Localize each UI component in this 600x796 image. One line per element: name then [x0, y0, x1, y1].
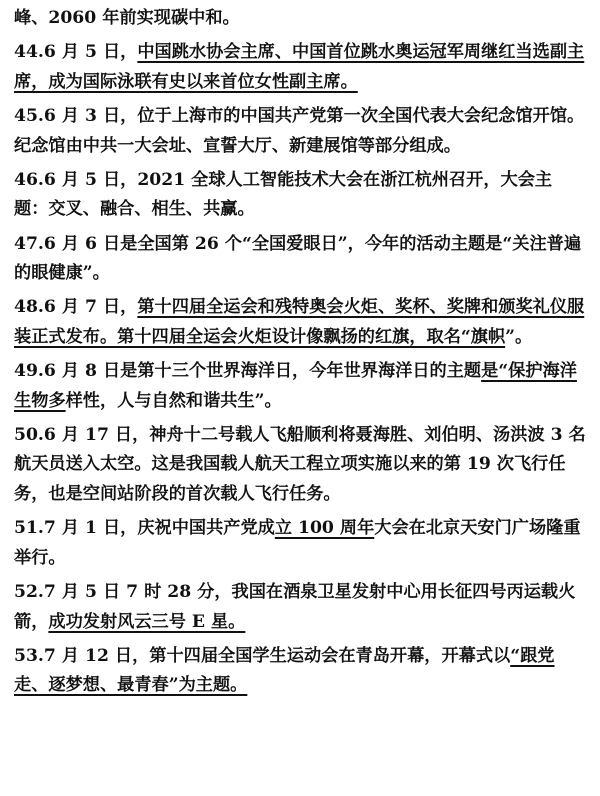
item-text: 47.6 月 6 日是全国第 26 个“全国爱眼日”，今年的活动主题是“关注普遍的眼健康”。 [14, 233, 582, 284]
item-text: 45.6 月 3 日，位于上海市的中国共产党第一次全国代表大会纪念馆开馆。纪念馆由中共一大会址、宣誓大厅、新建展馆等部分组成。 [14, 105, 585, 156]
list-item [14, 578, 586, 637]
list-item [14, 421, 586, 510]
list-item [14, 230, 586, 289]
item-text: 51.7 月 1 日，庆祝中国共产党成 [14, 518, 275, 539]
item-text: 53.7 月 12 日，第十四届全国学生运动会在青岛开幕，开幕式以 [14, 645, 511, 666]
list-item [14, 166, 586, 225]
list-item [14, 357, 586, 416]
item-text: 52.7 月 5 日 7 时 28 分，我国在酒泉卫星发射中心用长征四号丙运载火箭， [14, 582, 576, 632]
item-text: 44.6 月 5 日， [14, 42, 138, 63]
item-text-underlined: 是“保护海洋生物多 [14, 361, 577, 411]
item-text-underlined: 成功发射风云三号 E 星。 [48, 611, 246, 632]
list-item [14, 4, 586, 34]
item-text: 大会在北京天安门广场隆重举行。 [14, 518, 581, 568]
list-item [14, 38, 586, 97]
list-item [14, 514, 586, 573]
item-text: 48.6 月 7 日， [14, 297, 138, 318]
list-item [14, 102, 586, 161]
list-item [14, 642, 586, 701]
item-text-underlined: 中国跳水协会主席、中国首位跳水奥运冠军周继红当选副主席，成为国际泳联有史以来首位女性副主席。 [14, 42, 585, 92]
item-text: ”。 [505, 326, 533, 347]
item-text-underlined: 立 100 周年 [274, 518, 375, 539]
list-item [14, 293, 586, 352]
item-text-underlined: 第十四届全运会和残特奥会火炬、奖杯、奖牌和颁奖礼仪服装正式发布。第十四届全运会火炬设计像飘扬的红旗，取名“旗帜 [14, 297, 585, 347]
item-text: 46.6 月 5 日，2021 全球人工智能技术大会在浙江杭州召开，大会主题：交叉、融合、相生、共赢。 [14, 169, 553, 220]
item-text: 样性，人与自然和谐共生”。 [65, 390, 282, 411]
item-text: 峰、2060 年前实现碳中和。 [14, 8, 240, 28]
item-text: 49.6 月 8 日是第十三个世界海洋日，今年世界海洋日的主题 [14, 361, 482, 382]
item-text: 50.6 月 17 日，神舟十二号载人飞船顺利将聂海胜、刘伯明、汤洪波 3 名航天员送入太空。这是我国载人航天工程立项实施以来的第 19 次飞行任务，也是空间站阶段的首次载人飞行任务。 [14, 424, 586, 505]
item-text-underlined: “跟党走、逐梦想、最青春”为主题。 [14, 645, 555, 696]
